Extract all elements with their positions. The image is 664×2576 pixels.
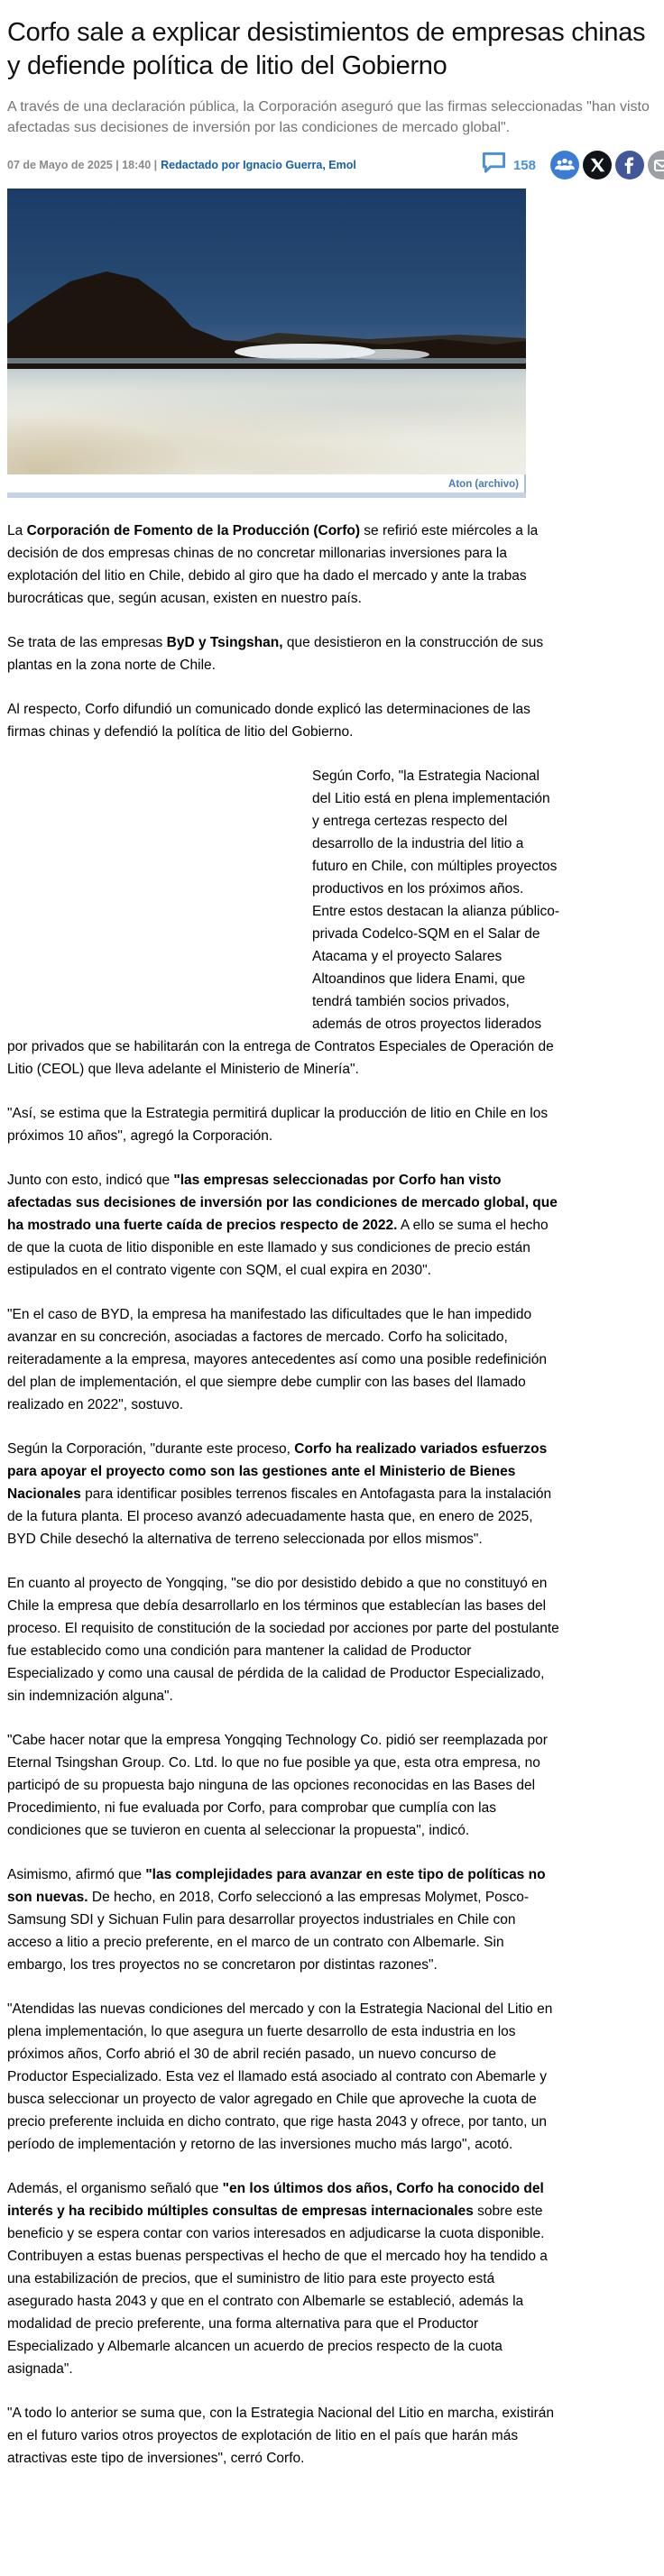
article-photo-salar [7, 189, 526, 474]
paragraph-text: De hecho, en 2018, Corfo seleccionó a las empresas Molymet, Posco-Samsung SDI y Sichuan Fulin para desarrollar proyectos industriales en Chile con acceso a litio a precio preferente, en el marco de un contrato con Albemarle. Sin embargo, los tres proyectos no se concretaron por distintas razones". [7, 1890, 530, 1973]
paragraph-text: Según la Corporación, "durante este proceso, [7, 1441, 295, 1457]
x-twitter-icon[interactable] [583, 151, 612, 179]
paragraph-bold-text: "las empresas seleccionadas por Corfo han visto afectadas sus decisiones de inversión por las condiciones de mercado global, que ha mostrado una fuerte caída de precios respecto de 2022. [7, 1173, 558, 1233]
paragraph-text: Se trata de las empresas [7, 635, 167, 650]
publish-date: 07 de Mayo de 2025 | 18:40 | [7, 159, 158, 171]
paragraph-text: "A todo lo anterior se suma que, con la Estrategia Nacional del Litio en marcha, existirán en el futuro varios otros proyectos de explotación de litio en el país que harán más atractivas este tipo de inversiones", cerró Corfo. [7, 2406, 555, 2466]
paragraph-text: "Atendidas las nuevas condiciones del mercado y con la Estrategia Nacional del Litio en plena implementación, lo que asegura un fuerte desarrollo de esta industria en los próximos años, Corfo abrió el 30 de abril recién pasado, un nuevo concurso de Productor Especializado. Esta vez el llamado está asociado al contrato con Abemarle y busca seleccionar un proyecto de valor agregado en Chile que aproveche la cuota de precio preferente incluida en dicho contrato, que rige hasta 2043 y ofrece, por tanto, un período de implementación y retorno de las inversiones mucho más largo", acotó. [7, 2001, 553, 2152]
paragraph-text: para identificar posibles terrenos fiscales en Antofagasta para la instalación de la futura planta. El proceso avanzó adecuadamente hasta que, en enero de 2025, BYD Chile desechó la alternativa de terreno seleccionada por ellos mismos". [7, 1486, 552, 1547]
paragraph [7, 1729, 559, 1842]
paragraph-bold-text: "en los últimos dos años, Corfo ha conocido del interés y ha recibido múltiples consultas de empresas internacionales [7, 2181, 544, 2219]
paragraph [7, 1438, 559, 1550]
social-toolbar [481, 151, 657, 179]
paragraph-text: En cuanto al proyecto de Yongqing, "se dio por desistido debido a que no constituyó en Chile la empresa que debía desarrollarlo en los términos que establecían las bases del proceso. El requisito de constitución de la sociedad por acciones por parte del postulante fue establecido como una condición para mantener la calidad de Productor Especializado y como una causal de pérdida de la calidad de Productor Especializado, sin indemnización alguna". [7, 1576, 559, 1704]
paragraph-bold-text: Corfo ha realizado variados esfuerzos para apoyar el proyecto como son las gestiones ante el Ministerio de Bienes Nacionales [7, 1441, 548, 1502]
paragraph-text: Según Corfo, "la Estrategia Nacional del Litio está en plena implementación y entrega certezas respecto del desarrollo de la industria del litio a futuro en Chile, con múltiples proyectos productivos en los próximos años. Entre estos destacan la alianza público-privada Codelco-SQM en el Salar de Atacama y el proyecto Salares Altoandinos que lidera Enami, que tendrá también socios privados, además de otros proyectos liderados por privados que se habilitarán con la entrega de Contratos Especiales de Operación de Litio (CEOL) que lleva adelante el Ministerio de Minería". [7, 768, 559, 1077]
paragraph-text: "Así, se estima que la Estrategia permitirá duplicar la producción de litio en Chile en los próximos 10 años", agregó la Corporación. [7, 1106, 549, 1144]
paragraph [7, 631, 559, 676]
paragraph-text: que desistieron en la construcción de sus plantas en la zona norte de Chile. [7, 635, 544, 673]
paragraph-text: "Cabe hacer notar que la empresa Yongqing Technology Co. pidió ser reemplazada por Eternal Tsingshan Group. Co. Ltd. lo que no fue posible ya que, esta otra empresa, no participó de su propuesta bajo ninguna de las opciones reconocidas en las Bases del Procedimiento, ni fue evaluada por Corfo, para comprobar que cumplía con las condiciones que se tuvieron en cuenta al seleccionar la propuesta", indicó. [7, 1733, 548, 1838]
facebook-icon[interactable] [615, 151, 644, 179]
paragraph [7, 765, 559, 1081]
byline [7, 159, 356, 171]
paragraph [7, 2402, 559, 2470]
comment-bubble-icon [481, 151, 507, 179]
photo-credit: Aton (archivo) [448, 479, 519, 490]
paragraph [7, 2177, 559, 2380]
paragraph [7, 1169, 559, 1282]
paragraph-text: Al respecto, Corfo difundió un comunicado donde explicó las determinaciones de las firmas chinas y defendió la política de litio del Gobierno. [7, 702, 530, 740]
article-title: Corfo sale a explicar desistimientos de empresas chinas y defiende política de litio del Gobierno [7, 18, 646, 80]
paragraph-text: se refirió este miércoles a la decisión de dos empresas chinas de no concretar millonarias inversiones para la explotación del litio en Chile, debido al giro que ha dado el mercado y ante la trabas burocráticas que, según acusan, existen en nuestro país. [7, 523, 539, 606]
paragraph [7, 1102, 559, 1147]
paragraph-text: La [7, 523, 27, 538]
paragraph [7, 520, 559, 610]
paragraph [7, 1572, 559, 1707]
salt-flat-texture [7, 189, 526, 474]
email-icon[interactable] [648, 151, 664, 179]
paragraph-bold-text: Corporación de Fomento de la Producción (Corfo) [26, 523, 360, 538]
paragraph [7, 698, 559, 743]
paragraph-text: Asimismo, afirmó que [7, 1867, 146, 1882]
ad-placeholder [7, 765, 305, 1014]
paragraph [7, 1998, 559, 2156]
share-contacts-icon[interactable] [550, 151, 579, 179]
byline-row [7, 149, 657, 181]
article-subtitle: A través de una declaración pública, la Corporación aseguró que las firmas seleccionadas "han visto afectadas sus decisiones de inversión por las condiciones de mercado global". [7, 99, 650, 135]
paragraph-text: A ello se suma el hecho de que la cuota de litio disponible en este llamado y sus condiciones de precio están estipulados en el contrato vigente con SQM, el cual expira en 2030". [7, 1218, 549, 1278]
caption-divider-bar [7, 492, 526, 498]
paragraph-text: "En el caso de BYD, la empresa ha manifestado las dificultades que le han impedido avanzar en su concreción, asociadas a factores de mercado. Corfo ha solicitado, reiteradamente a la empresa, mayores antecedentes así como una posible redefinición del plan de implementación, el que siempre debe cumplir con las bases del llamado realizado en 2022", sostuvo. [7, 1307, 547, 1412]
paragraph-text: Además, el organismo señaló que [7, 2181, 223, 2196]
paragraph-bold-text: "las complejidades para avanzar en este tipo de políticas no son nuevas. [7, 1867, 546, 1905]
article-body [7, 520, 559, 2470]
comments-count: 158 [512, 157, 536, 173]
paragraph-bold-text: ByD y Tsingshan, [166, 635, 283, 650]
paragraph-text: sobre este beneficio y se espera contar con varios interesados en adjudicarse la cuota disponible. Contribuyen a estas buenas perspectivas el hecho de que el mercado hoy ha tendido a una estabilización de precios, que el suministro de litio para este proyecto está asegurado hasta 2043 y que en el contrato con Albemarle se estableció, además la modalidad de precio preferente, una forma alternativa para que el Productor Especializado y Albemarle alcancen un acuerdo de precios respecto de la cuota asignada". [7, 2203, 548, 2377]
paragraph-text: Junto con esto, indicó que [7, 1173, 174, 1188]
paragraph [7, 1303, 559, 1416]
paragraph [7, 1863, 559, 1976]
author-link[interactable]: Redactado por Ignacio Guerra, Emol [161, 159, 356, 171]
photo-caption [7, 474, 526, 492]
comments-button[interactable] [481, 151, 536, 179]
